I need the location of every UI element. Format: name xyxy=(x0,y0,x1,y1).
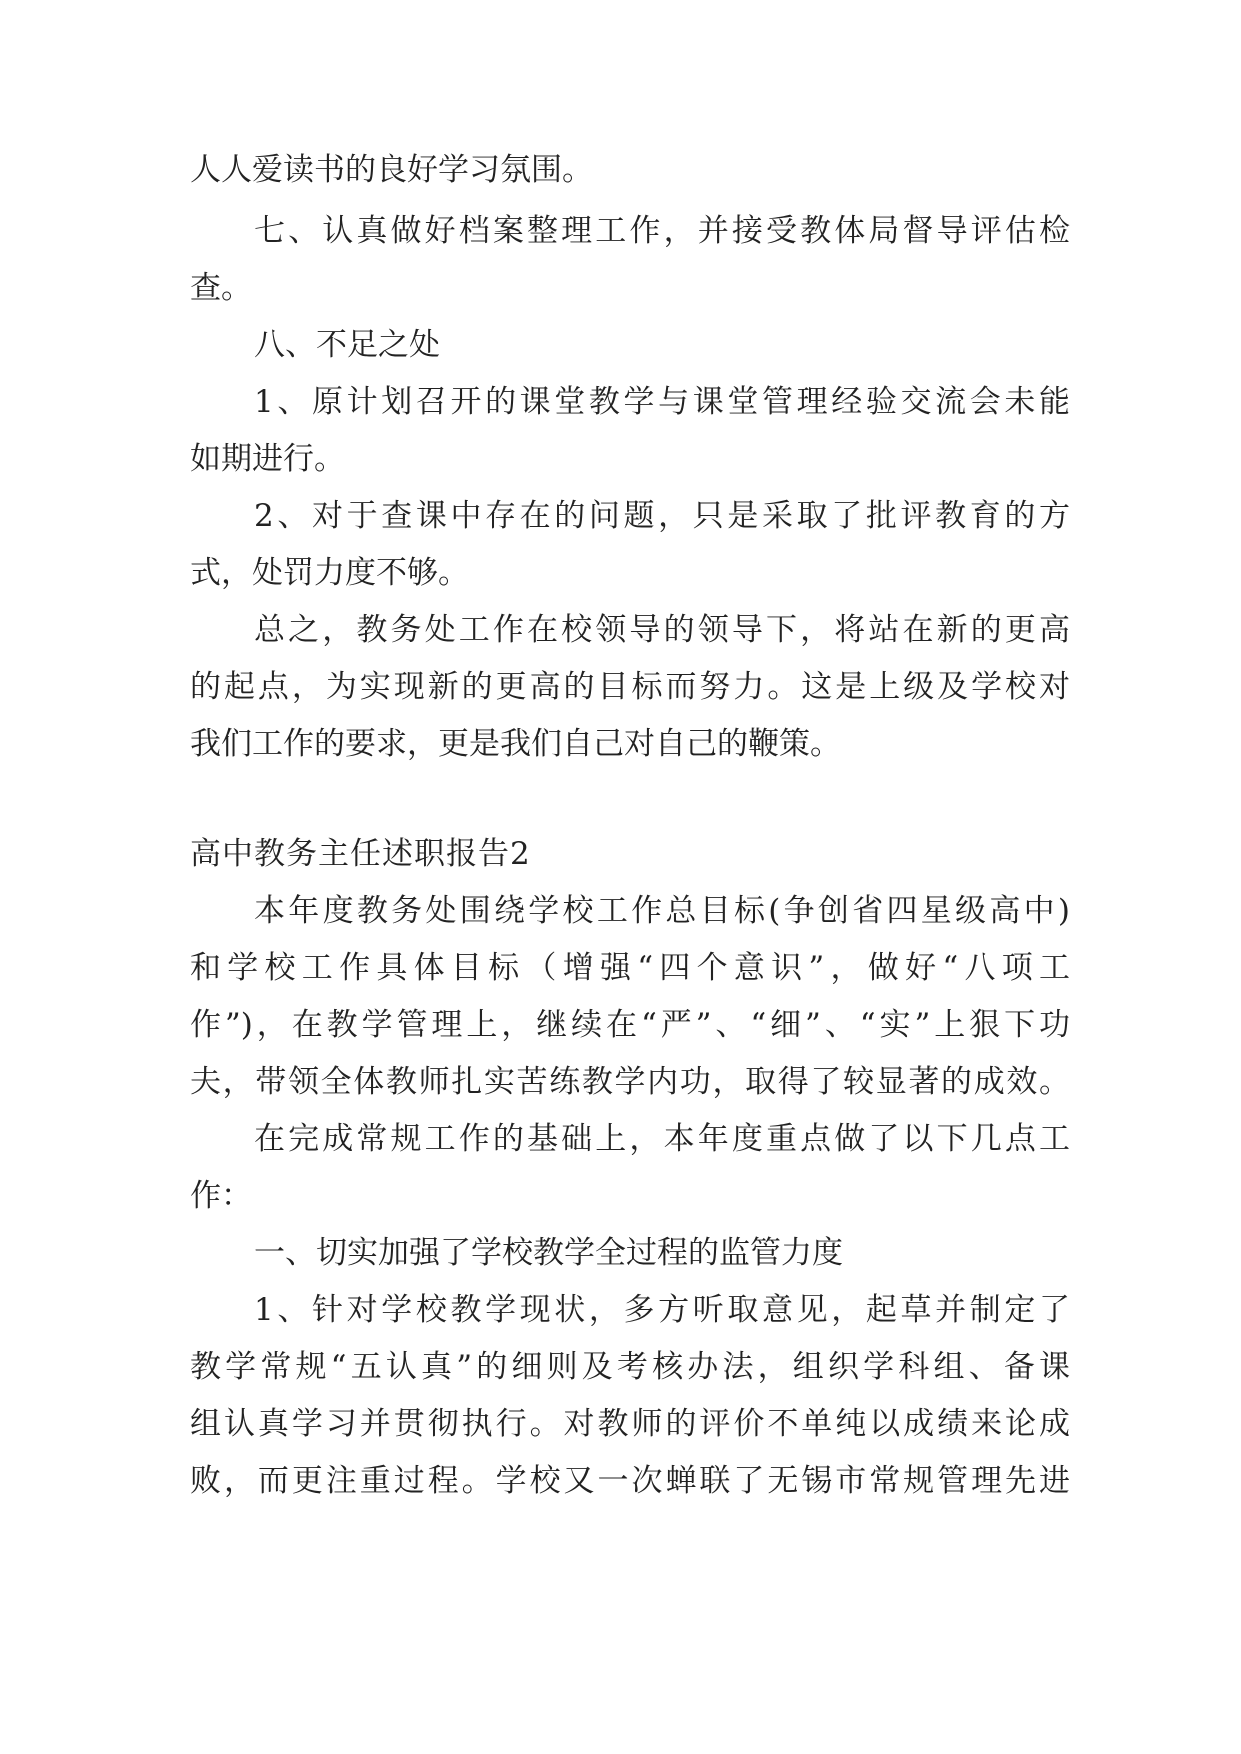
paragraph-line: 本年度教务处围绕学校工作总目标(争创省四星级高中) xyxy=(254,893,1070,929)
paragraph-line: 2、对于查课中存在的问题，只是采取了批评教育的方 xyxy=(254,498,1070,534)
paragraph-line: 在完成常规工作的基础上，本年度重点做了以下几点工 xyxy=(254,1121,1070,1157)
paragraph-line: 式，处罚力度不够。 xyxy=(190,555,469,591)
paragraph-line: 1、原计划召开的课堂教学与课堂管理经验交流会未能 xyxy=(254,384,1070,420)
paragraph-line: 总之，教务处工作在校领导的领导下，将站在新的更高 xyxy=(254,612,1070,648)
paragraph-line: 败，而更注重过程。学校又一次蝉联了无锡市常规管理先进 xyxy=(190,1463,1070,1499)
paragraph-line: 我们工作的要求，更是我们自己对自己的鞭策。 xyxy=(190,726,841,762)
paragraph-line: 人人爱读书的良好学习氛围。 xyxy=(190,152,593,188)
paragraph-line: 的起点，为实现新的更高的目标而努力。这是上级及学校对 xyxy=(190,669,1070,705)
section-heading: 一、切实加强了学校教学全过程的监管力度 xyxy=(254,1235,843,1271)
paragraph-line: 夫，带领全体教师扎实苦练教学内功，取得了较显著的成效。 xyxy=(190,1064,1070,1100)
paragraph-line: 作： xyxy=(190,1178,252,1214)
paragraph-line: 七、认真做好档案整理工作，并接受教体局督导评估检 xyxy=(254,213,1070,249)
paragraph-line: 和学校工作具体目标（增强“四个意识”，做好“八项工 xyxy=(190,950,1070,986)
paragraph-line: 作”)，在教学管理上，继续在“严”、“细”、“实”上狠下功 xyxy=(190,1007,1070,1043)
report-title: 高中教务主任述职报告2 xyxy=(190,836,531,872)
paragraph-line: 组认真学习并贯彻执行。对教师的评价不单纯以成绩来论成 xyxy=(190,1406,1070,1442)
paragraph-line: 教学常规“五认真”的细则及考核办法，组织学科组、备课 xyxy=(190,1349,1070,1385)
section-heading: 八、不足之处 xyxy=(254,327,440,363)
paragraph-line: 1、针对学校教学现状，多方听取意见，起草并制定了 xyxy=(254,1292,1070,1328)
paragraph-line: 查。 xyxy=(190,270,252,306)
paragraph-line: 如期进行。 xyxy=(190,441,345,477)
